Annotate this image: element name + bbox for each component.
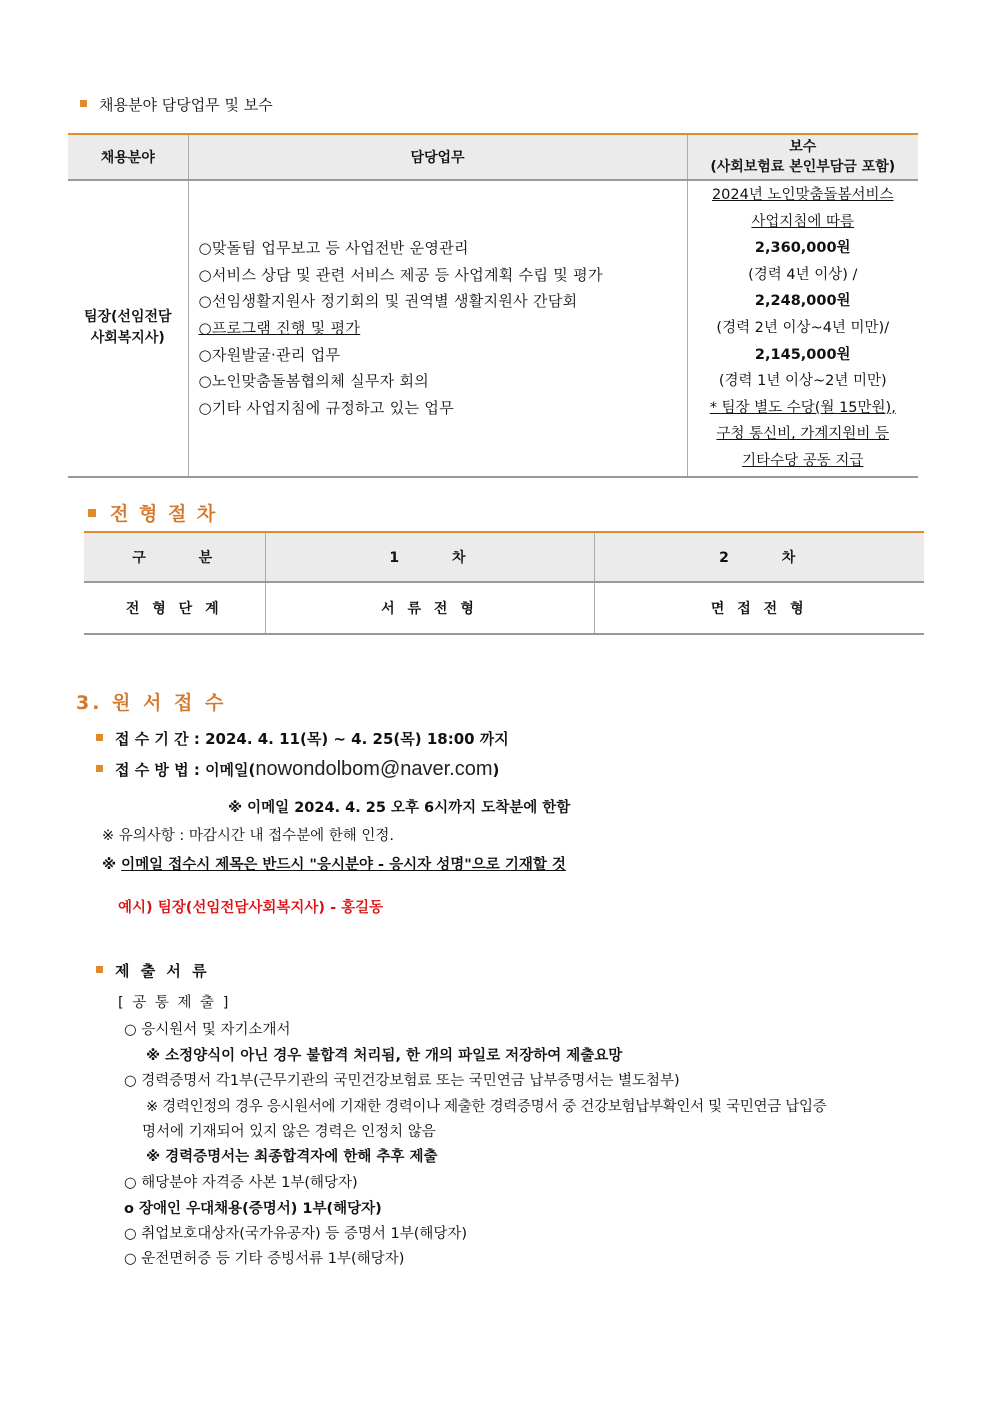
doc-item: ○ 응시원서 및 자기소개서 <box>124 1022 291 1038</box>
header-second: 2 차 <box>594 532 924 582</box>
doc-note: 명서에 기재되어 있지 않은 경력은 인정치 않음 <box>142 1124 436 1140</box>
duty-item: ○자원발굴·관리 업무 <box>198 345 341 364</box>
pay-line: 사업지침에 따름 <box>751 213 855 230</box>
email-link[interactable]: nowondolbom@naver.com <box>255 758 493 780</box>
stage-label: 전 형 단 계 <box>84 582 265 634</box>
pay-cell <box>687 180 918 477</box>
header-first: 1 차 <box>265 532 594 582</box>
bullet-square-icon <box>96 734 103 741</box>
table-header-row <box>68 134 918 180</box>
stage-interview: 면 접 전 형 <box>594 582 924 634</box>
duty-item: ○프로그램 진행 및 평가 <box>198 318 361 337</box>
application-period: 접 수 기 간 : 2024. 4. 11(목) ∼ 4. 25(목) 18:00 까지 <box>96 728 509 749</box>
pay-amount: 2,360,000원 <box>754 240 851 257</box>
stage-document: 서 류 전 형 <box>265 582 594 634</box>
section-title-application: 3. 원 서 접 수 <box>76 692 227 714</box>
doc-item: ○ 경력증명서 각1부(근무기관의 국민건강보험료 또는 국민연금 납부증명서는 별도첨부) <box>124 1073 680 1089</box>
table-header-row <box>84 532 924 582</box>
process-table <box>84 531 924 635</box>
duty-item: ○기타 사업지침에 규정하고 있는 업무 <box>198 398 455 417</box>
doc-note: ※ 소정양식이 아닌 경우 불합격 처리됨, 한 개의 파일로 저장하여 제출요망 <box>146 1048 623 1064</box>
doc-item: ○ 운전면허증 등 기타 증빙서류 1부(해당자) <box>124 1251 405 1267</box>
doc-item: ○ 취업보호대상자(국가유공자) 등 증명서 1부(해당자) <box>124 1226 468 1242</box>
doc-note: ※ 경력인정의 경우 응시원서에 기재한 경력이나 제출한 경력증명서 중 건강보험납부확인서 및 국민연금 납입증 <box>146 1099 827 1115</box>
header-pay: 보수 (사회보험료 본인부담금 포함) <box>687 134 918 180</box>
example-text: 예시) 팀장(선임전담사회복지사) - 홍길동 <box>118 900 384 916</box>
duty-item: ○맞돌팀 업무보고 등 사업전반 운영관리 <box>198 239 469 258</box>
table-row <box>84 582 924 634</box>
duties-cell <box>188 180 687 477</box>
pay-line: (경력 2년 이상~4년 미만)/ <box>716 319 890 336</box>
duties-pay-table <box>68 133 918 478</box>
pay-line: 기타수당 공동 지급 <box>742 452 864 469</box>
duty-item: ○서비스 상담 및 관련 서비스 제공 등 사업계획 수립 및 평가 <box>198 265 603 284</box>
pay-line: (경력 4년 이상) / <box>748 266 858 283</box>
email-subject-note: ※ 이메일 접수시 제목은 반드시 "응시분야 - 응시자 성명"으로 기재할 것 <box>102 857 566 873</box>
bullet-square-icon <box>96 966 103 973</box>
role-cell: 팀장(선임전담 사회복지사) <box>68 180 188 477</box>
pay-amount: 2,145,000원 <box>754 346 851 363</box>
doc-item: o 장애인 우대채용(증명서) 1부(해당자) <box>124 1201 382 1217</box>
pay-line: 구청 통신비, 가계지원비 등 <box>716 426 889 443</box>
doc-item: ○ 해당분야 자격증 사본 1부(해당자) <box>124 1175 358 1191</box>
pay-line: 2024년 노인맞춤돌봄서비스 <box>711 187 894 203</box>
caution-note: ※ 유의사항 : 마감시간 내 접수분에 한해 인정. <box>102 828 395 844</box>
bullet-square-icon <box>80 100 87 107</box>
application-method: 접 수 방 법 : 이메일(nowondolbom@naver.com) <box>96 758 499 781</box>
header-field: 채용분야 <box>68 134 188 180</box>
bullet-square-icon <box>96 765 103 772</box>
section-title-documents: 제 출 서 류 <box>96 960 210 981</box>
pay-line: * 팀장 별도 수당(월 15만원), <box>709 399 896 416</box>
common-submission-label: [ 공 통 제 출 ] <box>118 995 231 1011</box>
doc-note: ※ 경력증명서는 최종합격자에 한해 추후 제출 <box>146 1149 438 1165</box>
duty-item: ○선임생활지원사 정기회의 및 권역별 생활지원사 간담회 <box>198 292 578 311</box>
header-category: 구 분 <box>84 532 265 582</box>
table-row <box>68 180 918 477</box>
pay-line: (경력 1년 이상~2년 미만) <box>718 373 887 390</box>
deadline-note: ※ 이메일 2024. 4. 25 오후 6시까지 도착분에 한함 <box>228 800 571 816</box>
duty-item: ○노인맞춤돌봄협의체 실무자 회의 <box>198 372 430 391</box>
bullet-square-icon <box>88 509 96 517</box>
section-title-duties: 채용분야 담당업무 및 보수 <box>80 94 273 115</box>
section-title-process: 전 형 절 차 <box>88 499 217 526</box>
pay-amount: 2,248,000원 <box>754 293 851 310</box>
header-duties: 담당업무 <box>188 134 687 180</box>
